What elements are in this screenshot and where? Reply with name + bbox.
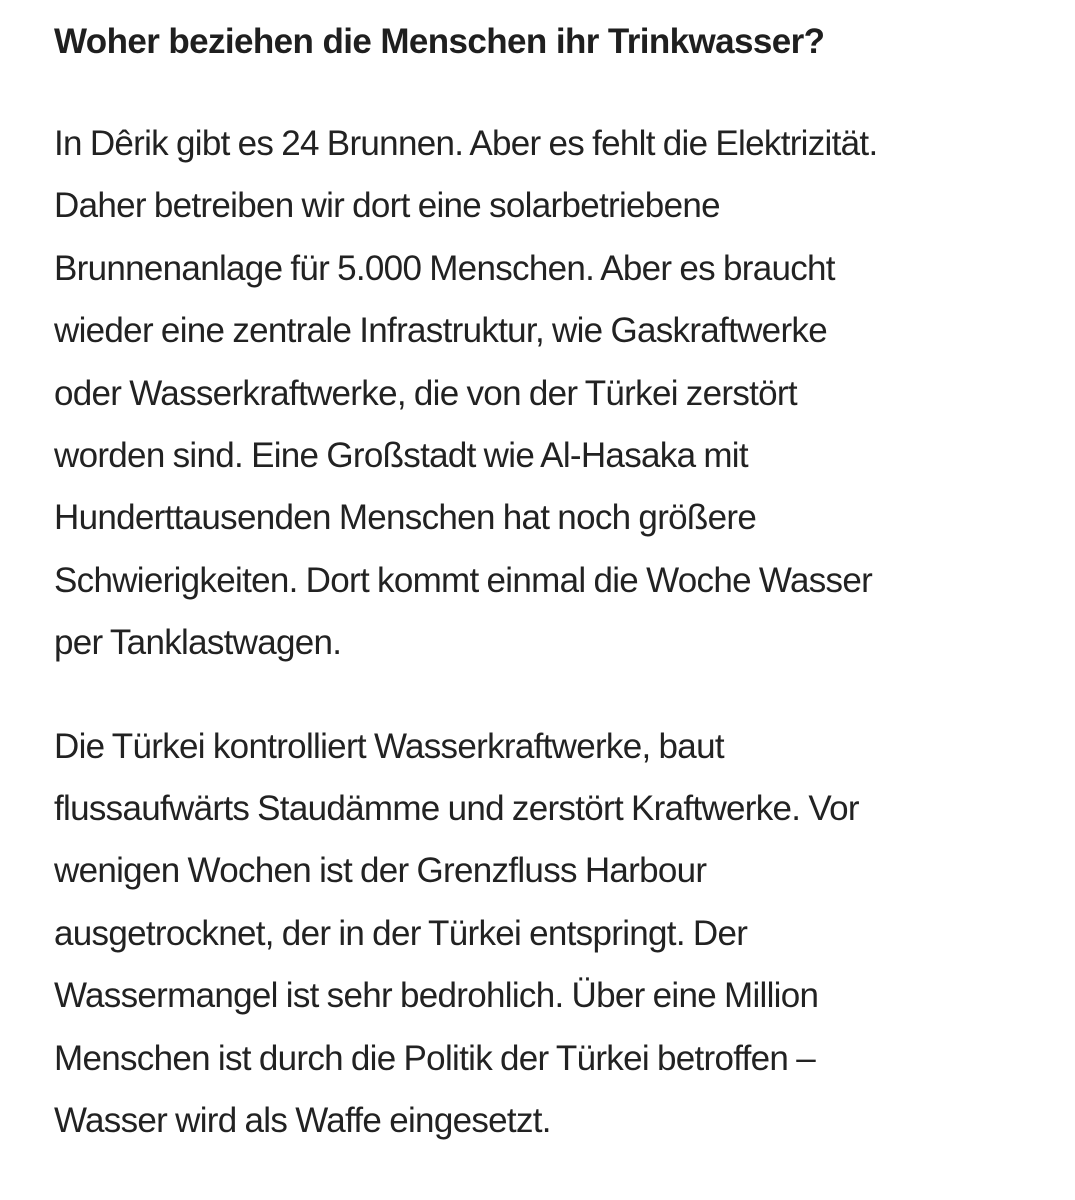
paragraph-line: wieder eine zentrale Infrastruktur, wie Gaskraftwerke <box>54 311 827 351</box>
paragraph-turkey-water-control <box>54 716 1044 1153</box>
paragraph-line: Wasser wird als Waffe eingesetzt. <box>54 1101 551 1141</box>
paragraph-line: Brunnenanlage für 5.000 Menschen. Aber es braucht <box>54 248 835 288</box>
paragraph-line: Hunderttausenden Menschen hat noch größere <box>54 498 757 538</box>
paragraph-line: Menschen ist durch die Politik der Türkei betroffen – <box>54 1038 815 1078</box>
paragraph-line: flussaufwärts Staudämme und zerstört Kraftwerke. Vor <box>54 789 859 829</box>
paragraph-line: Daher betreiben wir dort eine solarbetriebene <box>54 186 720 226</box>
paragraph-line: In Dêrik gibt es 24 Brunnen. Aber es fehlt die Elektrizität. <box>54 124 878 163</box>
paragraph-line: wenigen Wochen ist der Grenzfluss Harbour <box>54 851 707 891</box>
paragraph-line: per Tanklastwagen. <box>54 623 342 663</box>
paragraph-line: Die Türkei kontrolliert Wasserkraftwerke, baut <box>54 726 724 766</box>
paragraph-line: Wassermangel ist sehr bedrohlich. Über eine Million <box>54 976 819 1016</box>
article <box>54 0 1044 1153</box>
paragraph-line: worden sind. Eine Großstadt wie Al-Hasaka mit <box>54 436 748 476</box>
article-heading: Woher beziehen die Menschen ihr Trinkwasser? <box>54 22 825 61</box>
paragraph-line: Schwierigkeiten. Dort kommt einmal die Woche Wasser <box>54 560 873 600</box>
paragraph-line: oder Wasserkraftwerke, die von der Türkei zerstört <box>54 373 797 413</box>
paragraph-water-supply <box>54 113 1044 675</box>
paragraph-line: ausgetrocknet, der in der Türkei entspringt. Der <box>54 913 748 953</box>
